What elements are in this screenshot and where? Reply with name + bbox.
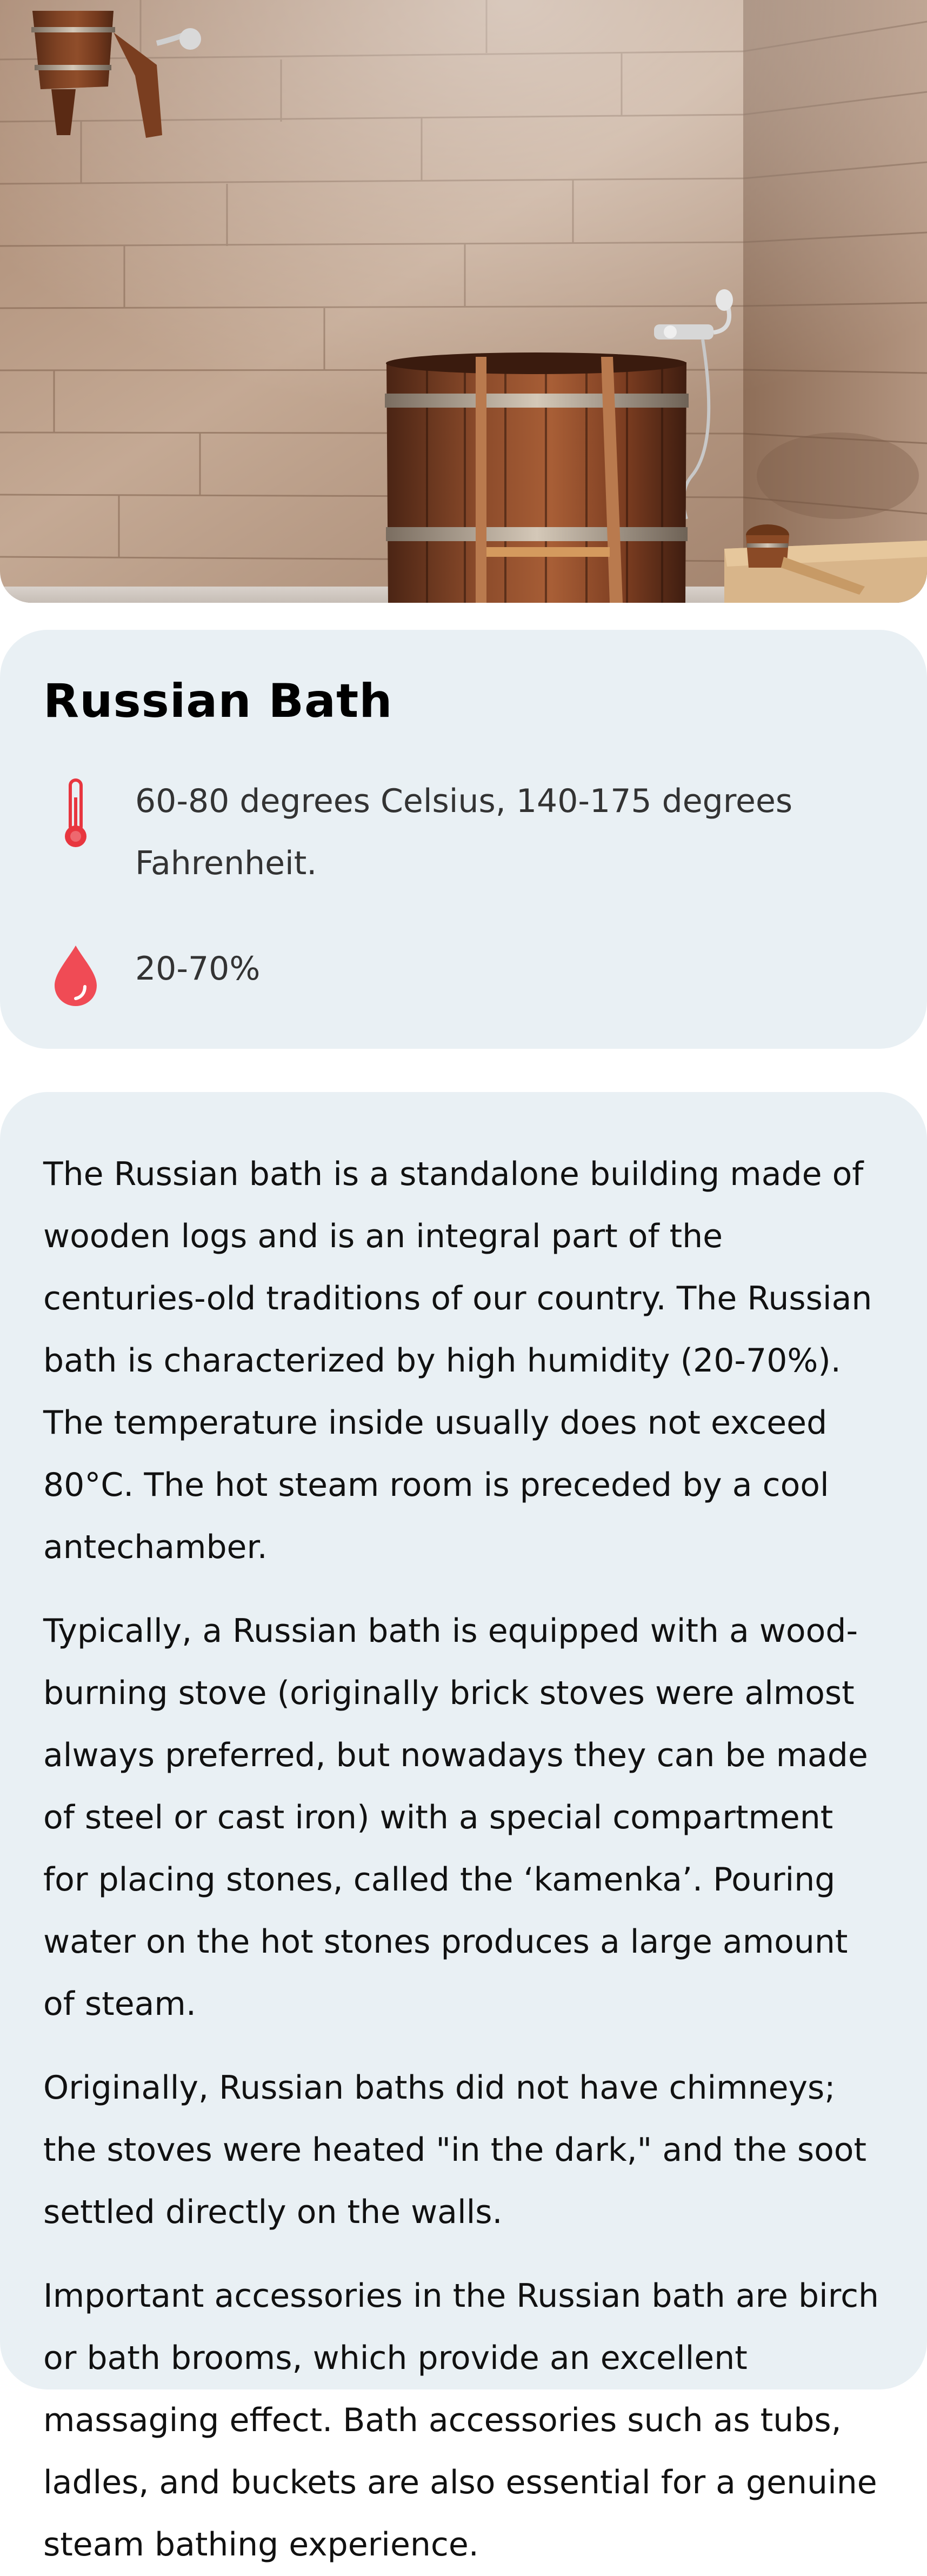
wooden-tub-photo (0, 0, 927, 603)
description-paragraph: The Russian bath is a standalone building made of wooden logs and is an integral part of the centuries-old traditions of our country. The Russian bath is characterized by high humidity (20-70%). The temperature inside usually does not exceed 80°C. The hot steam room is preceded by a cool antechamber. (43, 1155, 872, 1566)
water-drop-icon (43, 943, 108, 1008)
thermometer-icon (43, 776, 108, 851)
bath-title: Russian Bath (43, 674, 393, 728)
bath-info-card (0, 630, 927, 1049)
temperature-text: 60-80 degrees Celsius, 140-175 degrees Fahrenheit. (135, 782, 793, 882)
humidity-text: 20-70% (135, 950, 261, 988)
description-paragraph: Important accessories in the Russian bath are birch or bath brooms, which provide an excellent massaging effect. Bath accessories such as tubs, ladles, and buckets are also essential for a genuine steam bathing experience. (43, 2277, 879, 2564)
description-paragraph: Typically, a Russian bath is equipped with a wood-burning stove (originally brick stoves were almost always preferred, but nowadays they can be made of steel or cast iron) with a special compartment for placing stones, called the ‘kamenka’. Pouring water on the hot stones produces a large amount of steam. (43, 1612, 868, 2023)
temperature-row (43, 776, 884, 895)
hero-image (0, 0, 927, 603)
description-card (0, 1092, 927, 2564)
humidity-row (43, 943, 884, 1008)
description-paragraph: Originally, Russian baths did not have chimneys; the stoves were heated "in the dark," and the soot settled directly on the walls. (43, 2069, 867, 2231)
